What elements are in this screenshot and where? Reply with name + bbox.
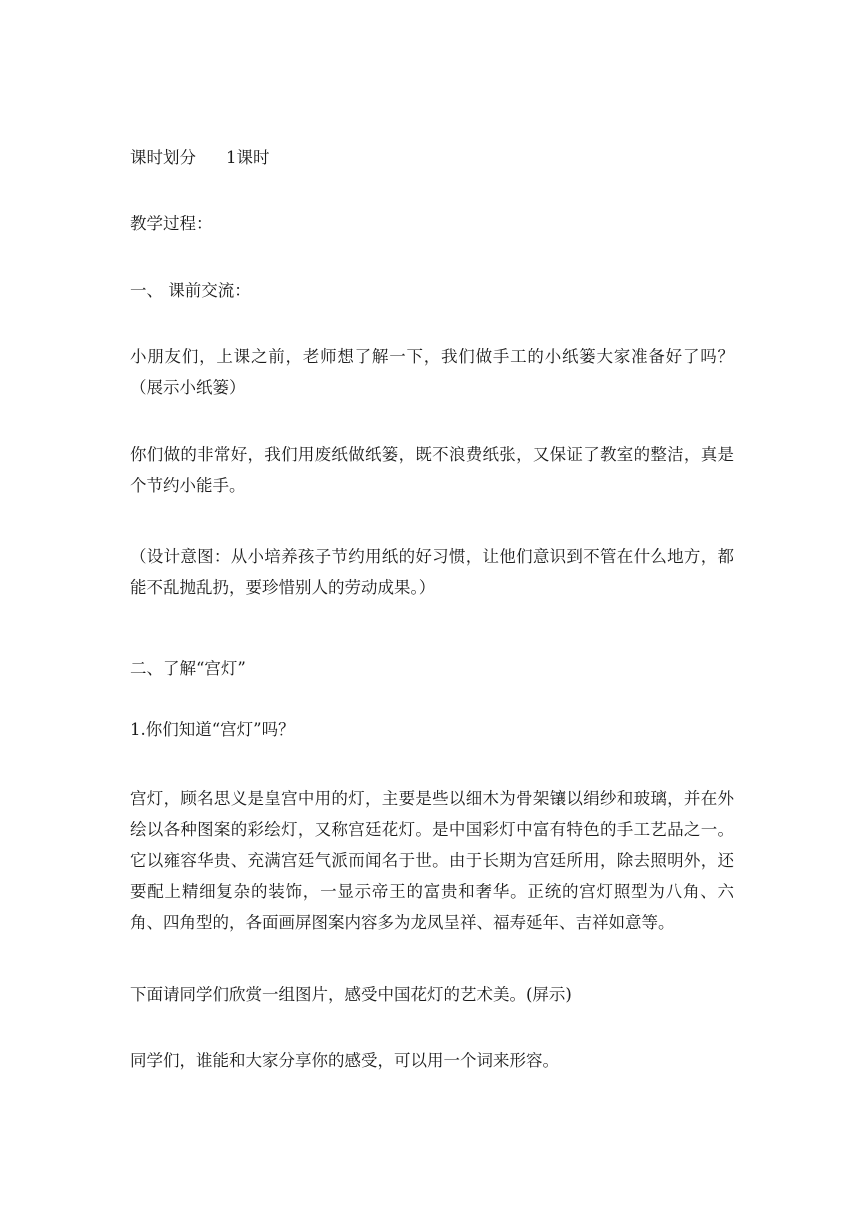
lesson-period-line bbox=[130, 142, 734, 173]
teaching-process-heading: 教学过程： bbox=[130, 214, 213, 233]
section1-design-intent: （设计意图：从小培养孩子节约用纸的好习惯，让他们意识到不管在什么地方，都能不乱抛乱扔，要珍惜别人的劳动成果。） bbox=[130, 547, 734, 597]
section2-paragraph-2: 下面请同学们欣赏一组图片，感受中国花灯的艺术美。(屏示) bbox=[130, 985, 572, 1004]
lesson-period-value: 1课时 bbox=[226, 148, 270, 167]
section2-paragraph-1: 宫灯，顾名思义是皇宫中用的灯，主要是些以细木为骨架镶以绢纱和玻璃，并在外绘以各种图案的彩绘灯，又称宫廷花灯。是中国彩灯中富有特色的手工艺品之一。它以雍容华贵、充满宫廷气派而闻名于世。由于长期为宫廷所用，除去照明外，还要配上精细复杂的装饰，一显示帝王的富贵和奢华。正统的宫灯照型为八角、六角、四角型的，各面画屏图案内容多为龙凤呈祥、福寿延年、吉祥如意等。 bbox=[130, 789, 734, 932]
lesson-period-label: 课时划分 bbox=[130, 148, 196, 167]
section2-heading: 二、了解“宫灯” bbox=[130, 659, 246, 678]
section1-paragraph-1: 小朋友们，上课之前，老师想了解一下，我们做手工的小纸篓大家准备好了吗？（展示小纸篓） bbox=[130, 347, 734, 397]
section2-question: 1.你们知道“宫灯”吗？ bbox=[130, 720, 295, 739]
section1-heading: 一、 课前交流： bbox=[130, 281, 251, 300]
section2-paragraph-3: 同学们，谁能和大家分享你的感受，可以用一个词来形容。 bbox=[130, 1051, 559, 1070]
section1-paragraph-2: 你们做的非常好，我们用废纸做纸篓，既不浪费纸张，又保证了教室的整洁，真是个节约小能手。 bbox=[130, 445, 734, 495]
